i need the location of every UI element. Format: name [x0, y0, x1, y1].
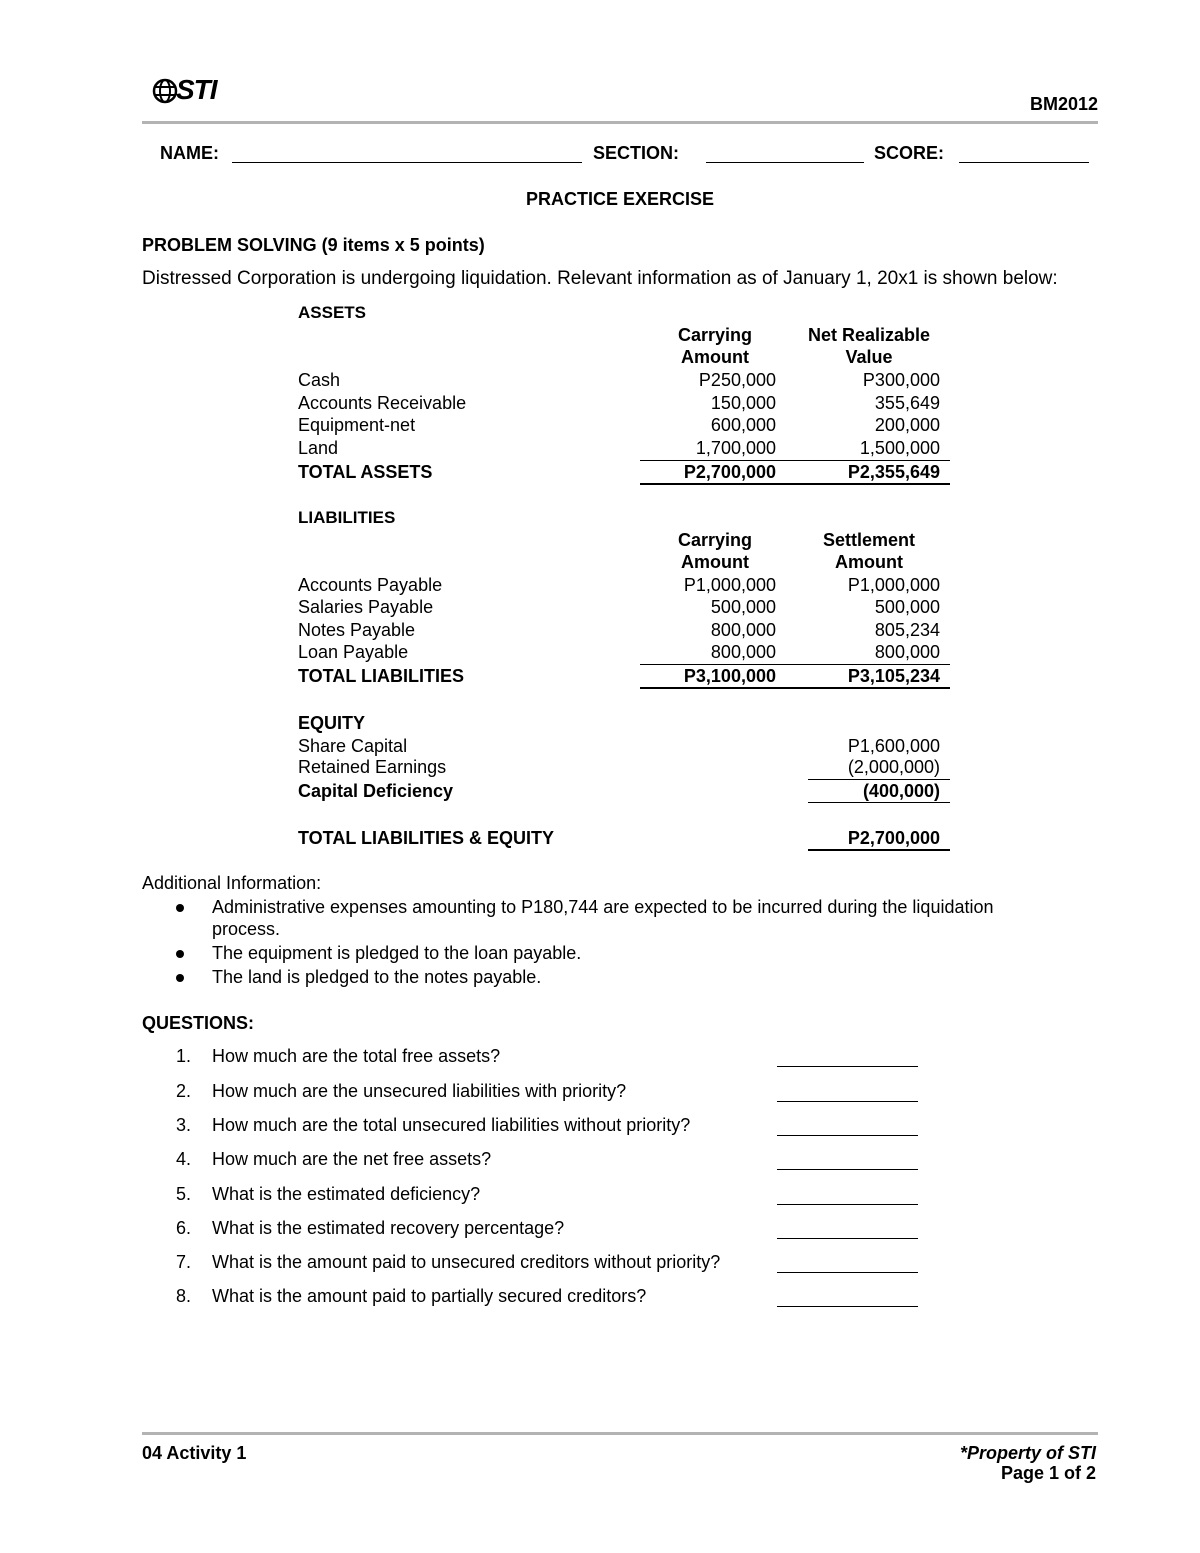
liability-settlement: 500,000 [874, 597, 940, 617]
answer-blank[interactable] [777, 1101, 918, 1102]
assets-col1-header-1: Carrying [677, 325, 753, 345]
question-number: 2. [176, 1081, 192, 1101]
additional-item-continued: process. [212, 919, 281, 939]
asset-label: Equipment-net [298, 415, 416, 435]
equity-label: Share Capital [298, 736, 408, 756]
additional-heading: Additional Information: [142, 873, 322, 893]
asset-label: Cash [298, 370, 341, 390]
header-divider [142, 121, 1098, 124]
sti-logo-text: STI [176, 74, 217, 105]
asset-carrying: 150,000 [710, 393, 776, 413]
assets-heading: ASSETS [298, 303, 367, 322]
questions-heading: QUESTIONS: [142, 1013, 255, 1033]
question-number: 4. [176, 1149, 192, 1169]
question-text: What is the amount paid to unsecured creditors without priority? [212, 1252, 721, 1272]
liabilities-col2-header-2: Amount [835, 552, 903, 572]
question-number: 5. [176, 1184, 192, 1204]
total-liabilities-settlement: P3,105,234 [847, 666, 940, 686]
footer-divider [142, 1432, 1098, 1435]
answer-blank[interactable] [777, 1238, 918, 1239]
total-liabilities-equity-value: P2,700,000 [847, 828, 940, 848]
capital-deficiency-label: Capital Deficiency [298, 781, 454, 801]
total-liabilities-carrying: P3,100,000 [683, 666, 776, 686]
bullet-icon [176, 950, 184, 958]
equity-subtotal-rule [808, 779, 950, 780]
liabilities-total-rule [640, 687, 950, 689]
score-field[interactable] [959, 162, 1089, 163]
liability-carrying: P1,000,000 [683, 575, 776, 595]
bullet-icon [176, 904, 184, 912]
liabilities-col1-header-1: Carrying [677, 530, 753, 550]
answer-blank[interactable] [777, 1272, 918, 1273]
asset-label: Land [298, 438, 339, 458]
page-title: PRACTICE EXERCISE [525, 189, 715, 209]
liability-label: Accounts Payable [298, 575, 443, 595]
question-number: 3. [176, 1115, 192, 1135]
question-number: 7. [176, 1252, 192, 1272]
liability-label: Salaries Payable [298, 597, 434, 617]
answer-blank[interactable] [777, 1135, 918, 1136]
question-text: How much are the total unsecured liabilities without priority? [212, 1115, 691, 1135]
question-text: How much are the unsecured liabilities with priority? [212, 1081, 627, 1101]
section-field[interactable] [706, 162, 864, 163]
name-label: NAME: [160, 143, 219, 163]
liability-label: Loan Payable [298, 642, 409, 662]
total-liabilities-equity-label: TOTAL LIABILITIES & EQUITY [298, 828, 555, 848]
property-notice: *Property of STI [959, 1443, 1096, 1463]
answer-blank[interactable] [777, 1066, 918, 1067]
problem-heading: PROBLEM SOLVING (9 items x 5 points) [142, 235, 485, 255]
question-text: What is the estimated recovery percentage? [212, 1218, 565, 1238]
question-number: 8. [176, 1286, 192, 1306]
asset-carrying: 600,000 [710, 415, 776, 435]
course-code: BM2012 [1029, 94, 1098, 114]
score-label: SCORE: [874, 143, 945, 163]
equity-heading: EQUITY [298, 713, 366, 733]
question-number: 6. [176, 1218, 192, 1238]
assets-col2-header-2: Value [845, 347, 893, 367]
question-text: How much are the total free assets? [212, 1046, 501, 1066]
liabilities-col2-header-1: Settlement [822, 530, 916, 550]
answer-blank[interactable] [777, 1204, 918, 1205]
total-assets-label: TOTAL ASSETS [298, 462, 433, 482]
asset-label: Accounts Receivable [298, 393, 467, 413]
additional-item: The land is pledged to the notes payable. [212, 967, 542, 987]
liability-settlement: 805,234 [874, 620, 940, 640]
liabilities-subtotal-rule [640, 664, 950, 665]
name-field[interactable] [232, 162, 582, 163]
problem-intro: Distressed Corporation is undergoing liquidation. Relevant information as of January 1, 20x1 is shown below: [142, 268, 1058, 289]
capital-deficiency-value: (400,000) [862, 781, 940, 801]
liability-carrying: 800,000 [710, 620, 776, 640]
liability-carrying: 500,000 [710, 597, 776, 617]
answer-blank[interactable] [777, 1169, 918, 1170]
asset-carrying: P250,000 [698, 370, 776, 390]
additional-item: The equipment is pledged to the loan payable. [212, 943, 582, 963]
additional-item: Administrative expenses amounting to P180,744 are expected to be incurred during the liquidation [212, 897, 994, 917]
asset-value: 1,500,000 [859, 438, 940, 458]
assets-col1-header-2: Amount [681, 347, 749, 367]
section-label: SECTION: [593, 143, 680, 163]
total-assets-value: P2,355,649 [847, 462, 940, 482]
total-liabilities-label: TOTAL LIABILITIES [298, 666, 464, 686]
bullet-icon [176, 974, 184, 982]
equity-total-rule [808, 802, 950, 803]
assets-total-rule [640, 483, 950, 485]
assets-subtotal-rule [640, 460, 950, 461]
liabilities-col1-header-2: Amount [681, 552, 749, 572]
asset-carrying: 1,700,000 [695, 438, 776, 458]
question-number: 1. [176, 1046, 192, 1066]
total-assets-carrying: P2,700,000 [683, 462, 776, 482]
liability-settlement: P1,000,000 [847, 575, 940, 595]
liability-carrying: 800,000 [710, 642, 776, 662]
equity-value: P1,600,000 [847, 736, 940, 756]
sti-globe-icon [152, 78, 178, 104]
asset-value: 355,649 [874, 393, 940, 413]
liabilities-heading: LIABILITIES [298, 508, 396, 527]
question-text: What is the amount paid to partially secured creditors? [212, 1286, 647, 1306]
equity-label: Retained Earnings [298, 757, 447, 777]
equity-value: (2,000,000) [847, 757, 940, 777]
liability-label: Notes Payable [298, 620, 416, 640]
activity-label: 04 Activity 1 [142, 1443, 247, 1463]
answer-blank[interactable] [777, 1306, 918, 1307]
question-text: How much are the net free assets? [212, 1149, 492, 1169]
grand-total-rule [808, 849, 950, 851]
asset-value: P300,000 [862, 370, 940, 390]
question-text: What is the estimated deficiency? [212, 1184, 481, 1204]
liability-settlement: 800,000 [874, 642, 940, 662]
asset-value: 200,000 [874, 415, 940, 435]
assets-col2-header-1: Net Realizable [807, 325, 931, 345]
page-number: Page 1 of 2 [1000, 1463, 1096, 1483]
